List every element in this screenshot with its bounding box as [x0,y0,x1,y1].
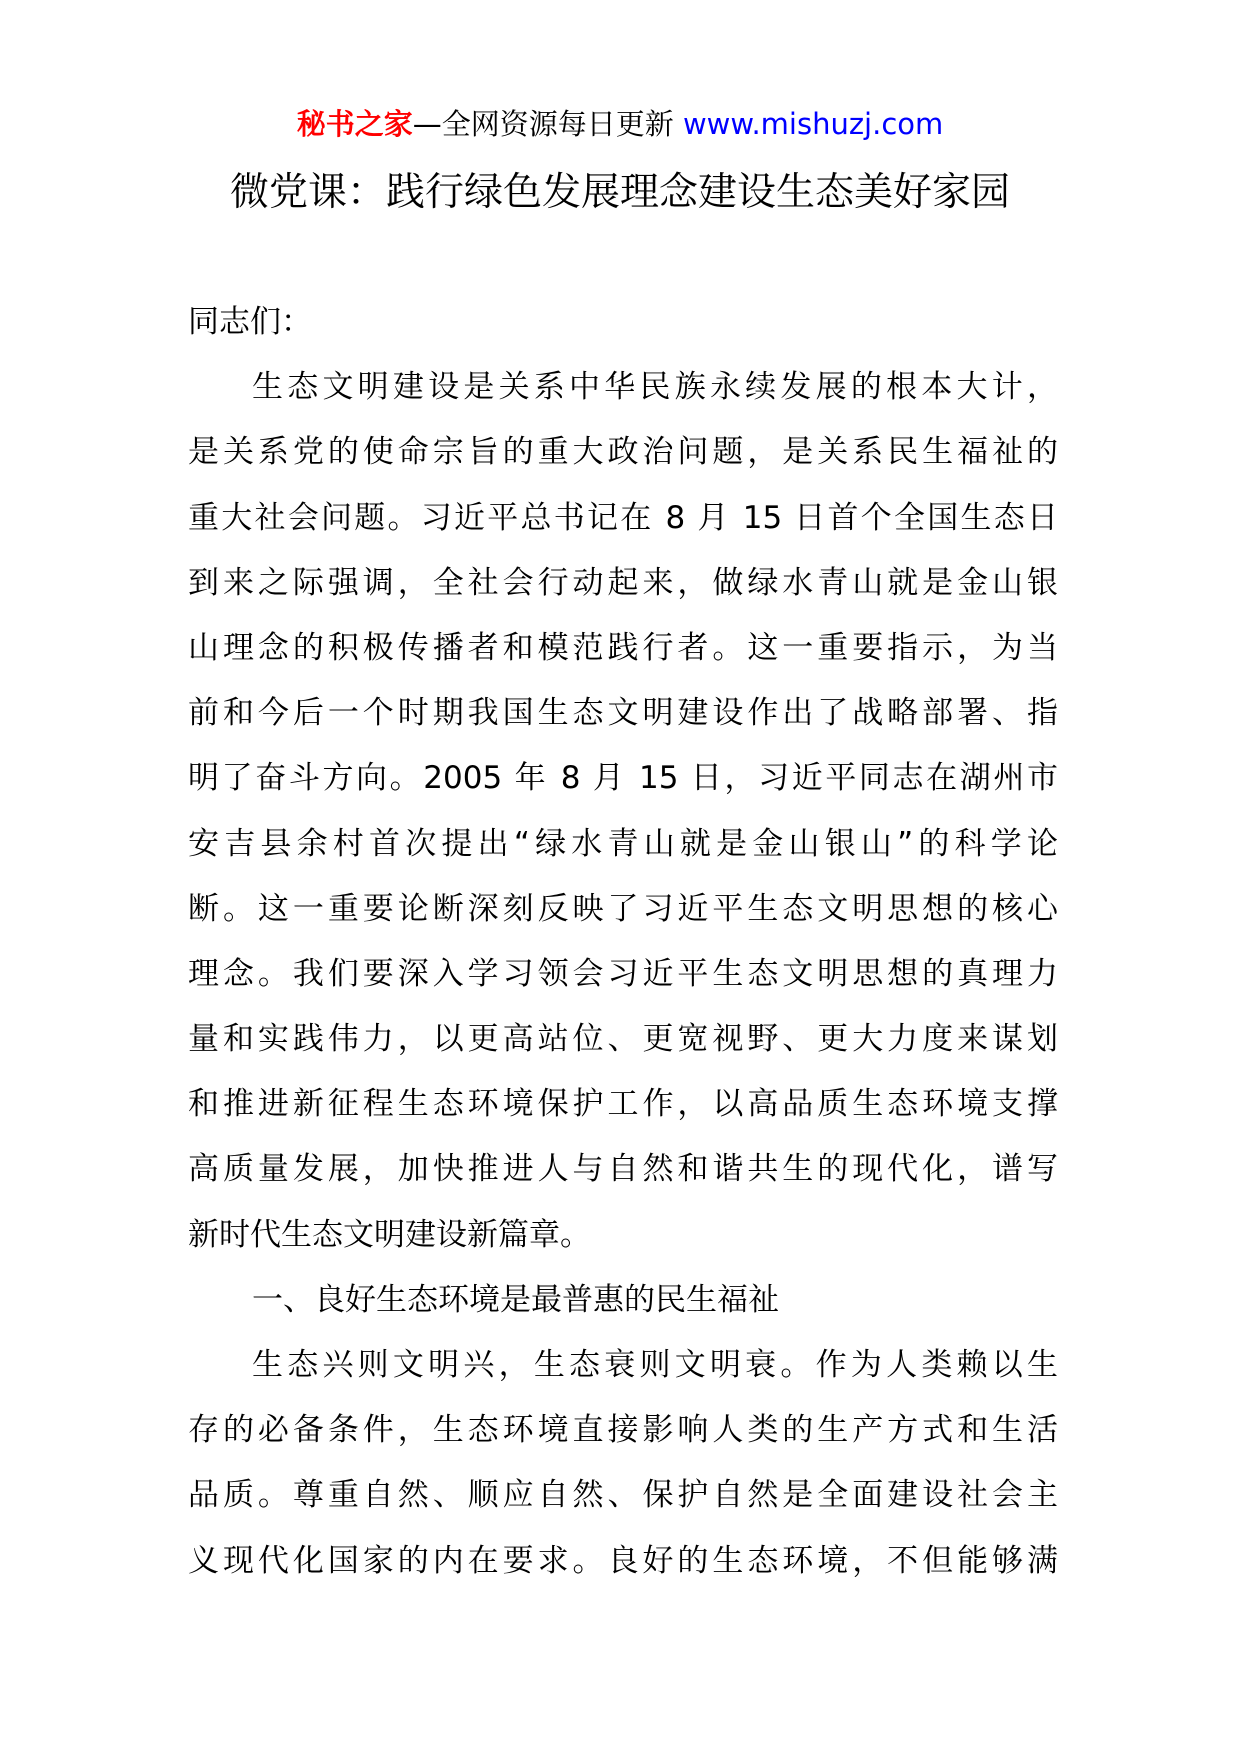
paragraph-line: 安吉县余村首次提出“绿水青山就是金山银山”的科学论 [188,825,1058,862]
paragraph-line: 到来之际强调，全社会行动起来，做绿水青山就是金山银 [188,564,1058,601]
paragraph-line: 存的必备条件，生态环境直接影响人类的生产方式和生活 [188,1412,1058,1449]
paragraph-2 [188,1333,1058,1594]
document-title: 微党课：践行绿色发展理念建设生态美好家园 [229,170,1010,215]
paragraph-line: 量和实践伟力，以更高站位、更宽视野、更大力度来谋划 [188,1021,1058,1058]
paragraph-line: 生态文明建设是关系中华民族永续发展的根本大计， [252,369,1058,406]
paragraph-line: 新时代生态文明建设新篇章。 [188,1216,591,1253]
paragraph-line: 是关系党的使命宗旨的重大政治问题，是关系民生福祉的 [188,434,1058,471]
paragraph-line: 义现代化国家的内在要求。良好的生态环境，不但能够满 [188,1542,1058,1579]
paragraph-line: 生态兴则文明兴，生态衰则文明衰。作为人类赖以生 [252,1347,1058,1383]
paragraph-line: 品质。尊重自然、顺应自然、保护自然是全面建设社会主 [188,1477,1058,1514]
paragraph-line: 理念。我们要深入学习领会习近平生态文明思想的真理力 [188,955,1058,992]
site-url-link[interactable]: www.mishuzj.com [682,107,944,141]
paragraph-line: 和推进新征程生态环境保护工作，以高品质生态环境支撑 [188,1086,1058,1123]
paragraph-line: 山理念的积极传播者和模范践行者。这一重要指示，为当 [188,629,1058,666]
greeting: 同志们： [188,304,312,340]
paragraph-line: 明了奋斗方向。2005 年 8 月 15 日，习近平同志在湖州市 [188,760,1058,797]
site-slogan: —全网资源每日更新 [412,107,683,141]
paragraph-line: 高质量发展，加快推进人与自然和谐共生的现代化，谱写 [188,1151,1058,1188]
brand-name: 秘书之家 [296,107,413,141]
paragraph-line: 断。这一重要论断深刻反映了习近平生态文明思想的核心 [188,890,1058,927]
document-body [188,290,1058,1594]
site-header [0,104,1240,144]
paragraph-line: 前和今后一个时期我国生态文明建设作出了战略部署、指 [188,695,1058,732]
section-heading-1: 一、良好生态环境是最普惠的民生福祉 [252,1281,779,1318]
paragraph-line: 重大社会问题。习近平总书记在 8 月 15 日首个全国生态日 [188,499,1058,536]
paragraph-1 [188,355,1058,1268]
